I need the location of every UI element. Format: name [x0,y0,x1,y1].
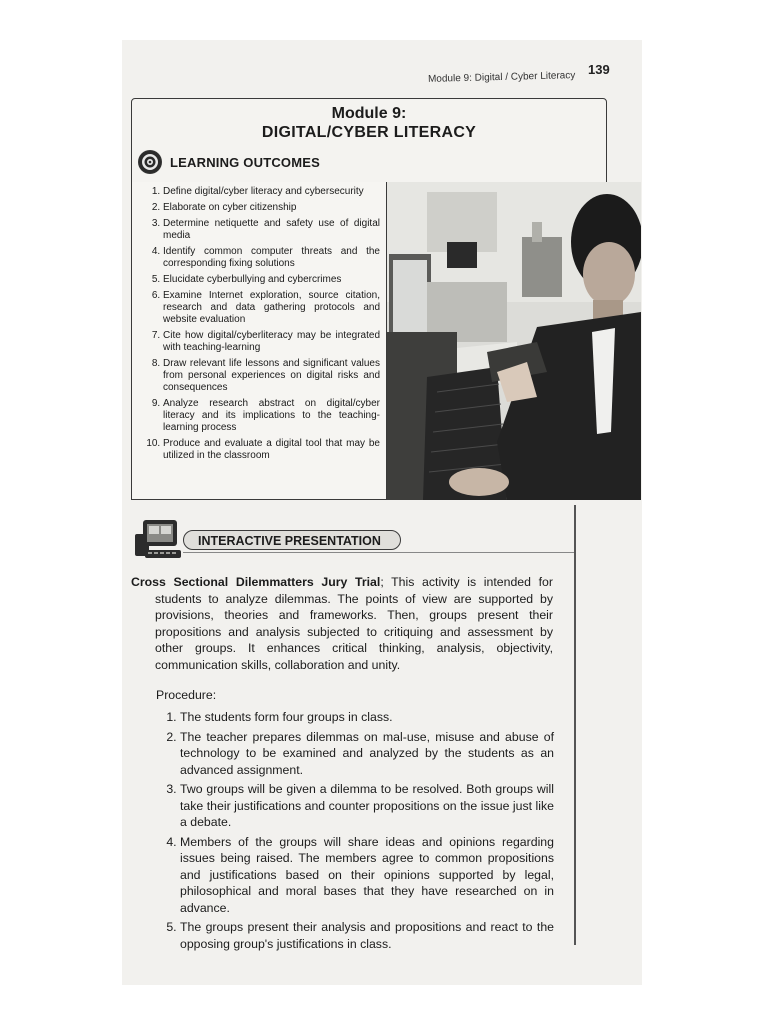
outcome-item: 1. Define digital/cyber literacy and cybersecurity [163,186,380,198]
module-number: Module 9: [331,105,407,122]
activity-intro: ; This activity is intended for students to analyze dilemmas. The points of view are supported by provisions, theories and frameworks. Then, groups present their propositions and analysis subjected to critiquing and assessment by other groups. It enhances critical thinking, analysis, objectivity, communication skills, collaboration and unity. [155,575,553,672]
procedure-step: 2. The teacher prepares dilemmas on mal-use, misuse and abuse of technology to be examined and analyzed by the students as an advanced assignment. [180,729,554,779]
activity-description [131,574,553,673]
outcome-item: 7. Cite how digital/cyberliteracy may be integrated with teaching-learning [163,330,380,354]
module-title: DIGITAL/CYBER LITERACY [261,124,477,141]
interactive-presentation-heading: INTERACTIVE PRESENTATION [183,530,401,550]
divider [183,552,575,553]
outcome-item: 8. Draw relevant life lessons and significant values from personal experiences on digital risks and consequences [163,358,380,394]
procedure-list [156,709,554,955]
target-icon [138,150,162,174]
outcome-item: 3. Determine netiquette and safety use of digital media [163,218,380,242]
column-rule [574,505,576,945]
outcome-item: 2. Elaborate on cyber citizenship [163,202,380,214]
running-head: Module 9: Digital / Cyber Literacy [427,70,576,85]
student-at-computer-photo [387,182,641,500]
activity-paragraph [131,574,553,673]
learning-outcomes-list [131,182,387,500]
outcome-item: 6. Examine Internet exploration, source citation, research and data gathering protocols and website evaluation [163,290,380,326]
computer-icon [133,518,183,562]
outcome-item: 9. Analyze research abstract on digital/cyber literacy and its implications to the teaching-learning process [163,398,380,434]
module-title-box [131,98,607,146]
procedure-step: 4. Members of the groups will share ideas and opinions regarding issues being raised. The members agree to common propositions and justifications based on their opinions supported by legal, philosophical and moral bases that they have researched on in advance. [180,834,554,917]
procedure-step: 5. The groups present their analysis and propositions and react to the opposing group's justifications in class. [180,919,554,952]
procedure-step: 3. Two groups will be given a dilemma to be resolved. Both groups will take their justifications and counter propositions on the issue just like a debate. [180,781,554,831]
outcome-item: 10. Produce and evaluate a digital tool that may be utilized in the classroom [163,438,380,462]
activity-name: Cross Sectional Dilemmatters Jury Trial [131,575,381,589]
procedure-step: 1. The students form four groups in class. [180,709,554,726]
learning-outcomes-header [131,144,607,183]
procedure-label: Procedure: [156,688,217,702]
outcome-item: 5. Elucidate cyberbullying and cybercrimes [163,274,380,286]
outcome-item: 4. Identify common computer threats and the corresponding fixing solutions [163,246,380,270]
page-number: 139 [588,62,610,77]
learning-outcomes-heading: LEARNING OUTCOMES [170,155,321,170]
